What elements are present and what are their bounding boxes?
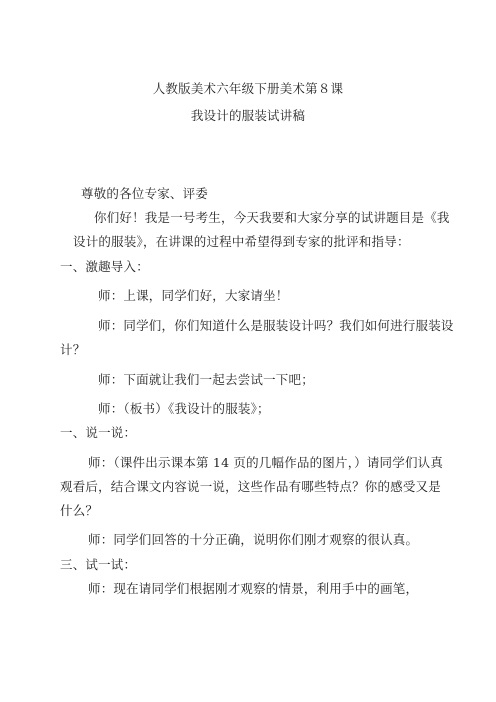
- paragraph-line: 师：（板书）《我设计的服装》；: [98, 401, 270, 416]
- document-subtitle: 我设计的服装试讲稿: [190, 108, 306, 123]
- paragraph-line: 师：下面就让我们一起去尝试一下吧；: [98, 372, 314, 387]
- paragraph-line: 设计的服装》，在讲课的过程中希望得到专家的批评和指导：: [73, 234, 410, 249]
- paragraph-line: 师：同学们回答的十分正确，说明你们刚才观察的很认真。: [88, 532, 419, 547]
- section-heading: 一、激趣导入：: [60, 259, 149, 274]
- paragraph-line: 师：上课，同学们好，大家请坐！: [98, 288, 289, 303]
- paragraph-line: 计？: [60, 342, 86, 357]
- section-heading: 一、说一说：: [60, 425, 137, 440]
- paragraph-line: 观看后，结合课文内容说一说，这些作品有哪些特点？你的感受又是: [60, 479, 442, 494]
- paragraph-line: 师：（课件出示课本第 14 页的几幅作品的图片，）请同学们认真: [88, 455, 444, 470]
- document-title: 人教版美术六年级下册美术第８课: [152, 81, 344, 96]
- paragraph-line: 什么？: [60, 503, 99, 518]
- paragraph-line: 你们好！我是一号考生，今天我要和大家分享的试讲题目是《我: [94, 210, 450, 225]
- paragraph-line: 师：现在请同学们根据刚才观察的情景，利用手中的画笔，: [88, 581, 419, 596]
- section-heading: 三、试一试：: [60, 557, 137, 572]
- paragraph-line: 师：同学们，你们知道什么是服装设计吗？我们如何进行服装设: [98, 318, 454, 333]
- salutation-line: 尊敬的各位专家、评委: [81, 186, 209, 201]
